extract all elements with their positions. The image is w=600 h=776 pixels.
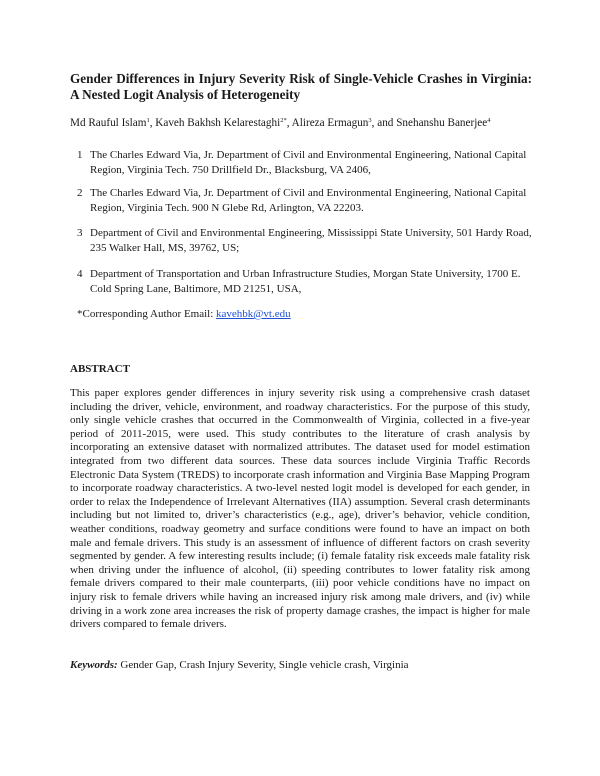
affiliation-number: 1 (77, 149, 83, 161)
affiliation-number: 4 (77, 268, 83, 280)
corresponding-email-link[interactable]: kavehbk@vt.edu (216, 308, 291, 320)
affiliation-text: The Charles Edward Via, Jr. Department of Civil and Environmental Engineering, National Capital Region, Virginia Tech. 750 Drillfield Dr., Blacksburg, VA 2406, (90, 149, 527, 177)
keywords-line (70, 658, 540, 672)
affiliation-number: 2 (77, 187, 83, 199)
paper-title: Gender Differences in Injury Severity Risk of Single-Vehicle Crashes in Virginia: A Nested Logit Analysis of Heterogeneity (70, 71, 532, 102)
corresponding-author (77, 307, 291, 321)
author-separator: , and (371, 117, 397, 129)
author-affiliation-mark: 1 (146, 117, 150, 124)
keywords-label: Keywords: (70, 659, 118, 671)
author-affiliation-mark: 2* (280, 117, 287, 124)
affiliation-number: 3 (77, 227, 83, 239)
keywords-text: Gender Gap, Crash Injury Severity, Single vehicle crash, Virginia (117, 659, 409, 671)
author-name: Alireza Ermagun (291, 117, 369, 129)
author-name: Md Rauful Islam (70, 117, 147, 129)
author-affiliation-mark: 4 (487, 117, 491, 124)
author-affiliation-mark: 3 (368, 117, 372, 124)
affiliation-text: Department of Civil and Environmental Engineering, Mississippi State University, 501 Hardy Road, 235 Walker Hall, MS, 39762, US; (90, 227, 532, 255)
author-separator: , (286, 117, 292, 129)
corresponding-label: *Corresponding Author Email: (77, 308, 217, 320)
author-list (70, 116, 540, 130)
affiliation-text: Department of Transportation and Urban Infrastructure Studies, Morgan State University, 1700 E. Cold Spring Lane, Baltimore, MD 21251, USA, (90, 268, 521, 296)
abstract-text: This paper explores gender differences in injury severity risk using a comprehensive crash dataset including the driver, vehicle, environment, and roadway characteristics. For the purpose of this study, only single vehicle crashes that occurred in the Commonwealth of Virginia, collected in a five-year period of 2011-2015, were used. This study contributes to the literature of crash analysis by incorporating an extensive dataset with normalized attributes. The dataset used for model estimation integrated from two different data sources. These data sources include Virginia Traffic Records Electronic Data System (TREDS) to incorporate crash information and Virginia Base Mapping Program to incorporate roadway characteristics. A two-level nested logit model is developed for each gender, in order to relax the Independence of Irrelevant Alternatives (IIA) assumption. Several crash determinants including but not limited to, driver’s characteristics (e.g., age), driver’s behavior, vehicle condition, weather conditions, roadway geometry and surface conditions were found to have an impact on both male and female drivers. This study is an assessment of influence of different factors on crash severity segmented by gender. A few interesting results include; (i) female fatality risk exceeds male fatality risk when driving under the influence of alcohol, (ii) speeding contributes to lower fatality risk among female drivers compared to their male counterparts, (iii) poor vehicle conditions have no impact on injury risk to female drivers while having an increased injury risk among male drivers, and (iv) while driving in a work zone area increases the risk of property damage crashes, the impact is higher for male drivers compared to female drivers. (70, 387, 530, 631)
author-name: Snehanshu Banerjee (396, 117, 488, 129)
affiliation-text: The Charles Edward Via, Jr. Department of Civil and Environmental Engineering, National Capital Region, Virginia Tech. 900 N Glebe Rd, Arlington, VA 22203. (90, 187, 527, 215)
abstract-heading: ABSTRACT (70, 363, 130, 375)
author-separator: , (149, 117, 156, 129)
author-name: Kaveh Bakhsh Kelarestaghi (155, 117, 281, 129)
